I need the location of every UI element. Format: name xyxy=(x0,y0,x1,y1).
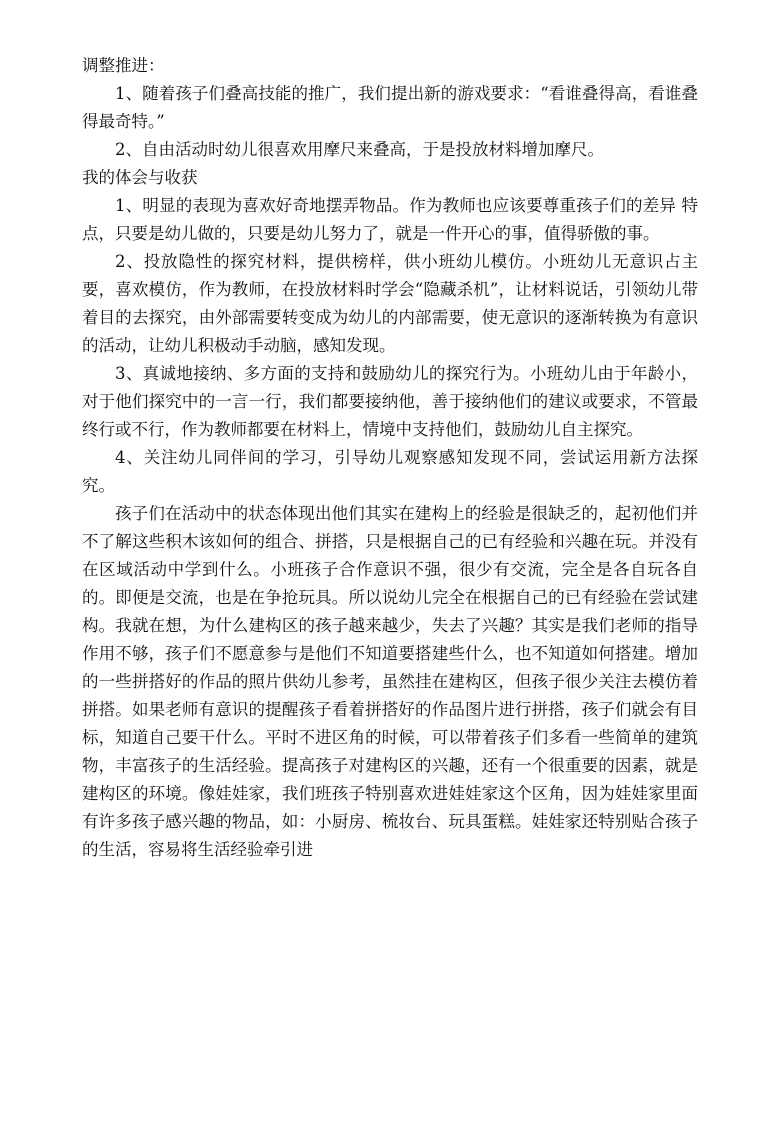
adjust-item-2: 2、自由活动时幼儿很喜欢用摩尺来叠高，于是投放材料增加摩尺。 xyxy=(115,140,604,159)
section-heading-adjust: 调整推进： xyxy=(82,56,165,75)
closing-paragraph: 孩子们在活动中的状态体现出他们其实在建构上的经验是很缺乏的，起初他们并不了解这些积木该如何的组合、拼搭，只是根据自己的已有经验和兴趣在玩。并没有在区域活动中学到什么。小班孩子合作意识不强，很少有交流，完全是各自玩各自的。即便是交流，也是在争抢玩具。所以说幼儿完全在根据自己的已有经验在尝试建构。我就在想，为什么建构区的孩子越来越少，失去了兴趣？其实是我们老师的指导作用不够，孩子们不愿意参与是他们不知道要搭建些什么，也不知道如何搭建。增加的一些拼搭好的作品的照片供幼儿参考，虽然挂在建构区，但孩子很少关注去模仿着拼搭。如果老师有意识的提醒孩子看着拼搭好的作品图片进行拼搭，孩子们就会有目标，知道自己要干什么。平时不进区角的时候，可以带着孩子们多看一些简单的建筑物，丰富孩子的生活经验。提高孩子对建构区的兴趣，还有一个很重要的因素，就是建构区的环境。像娃娃家，我们班孩子特别喜欢进娃娃家这个区角，因为娃娃家里面有许多孩子感兴趣的物品，如：小厨房、梳妆台、玩具蛋糕。娃娃家还特别贴合孩子的生活，容易将生活经验牵引进 xyxy=(82,504,698,859)
gain-item-2: 2、投放隐性的探究材料，提供榜样，供小班幼儿模仿。小班幼儿无意识占主要，喜欢模仿，作为教师，在投放材料时学会“隐藏杀机”，让材料说话，引领幼儿带着目的去探究，由外部需要转变成为幼儿的内部需要，使无意识的逐渐转换为有意识的活动，让幼儿积极动手动脑，感知发现。 xyxy=(82,252,698,355)
gain-item-3: 3、真诚地接纳、多方面的支持和鼓励幼儿的探究行为。小班幼儿由于年龄小，对于他们探究中的一言一行，我们都要接纳他，善于接纳他们的建议或要求，不管最终行或不行，作为教师都要在材料上，情境中支持他们，鼓励幼儿自主探究。 xyxy=(82,364,698,439)
gain-item-4: 4、关注幼儿同伴间的学习，引导幼儿观察感知发现不同，尝试运用新方法探究。 xyxy=(82,448,698,495)
adjust-item-1: 1、随着孩子们叠高技能的推广，我们提出新的游戏要求：“看谁叠得高，看谁叠得最奇特。” xyxy=(82,84,698,131)
gain-item-1: 1、明显的表现为喜欢好奇地摆弄物品。作为教师也应该要尊重孩子们的差异 特点，只要是幼儿做的，只要是幼儿努力了，就是一件开心的事，值得骄傲的事。 xyxy=(82,196,698,243)
section-heading-gains: 我的体会与收获 xyxy=(82,168,198,187)
document-page xyxy=(82,52,698,864)
